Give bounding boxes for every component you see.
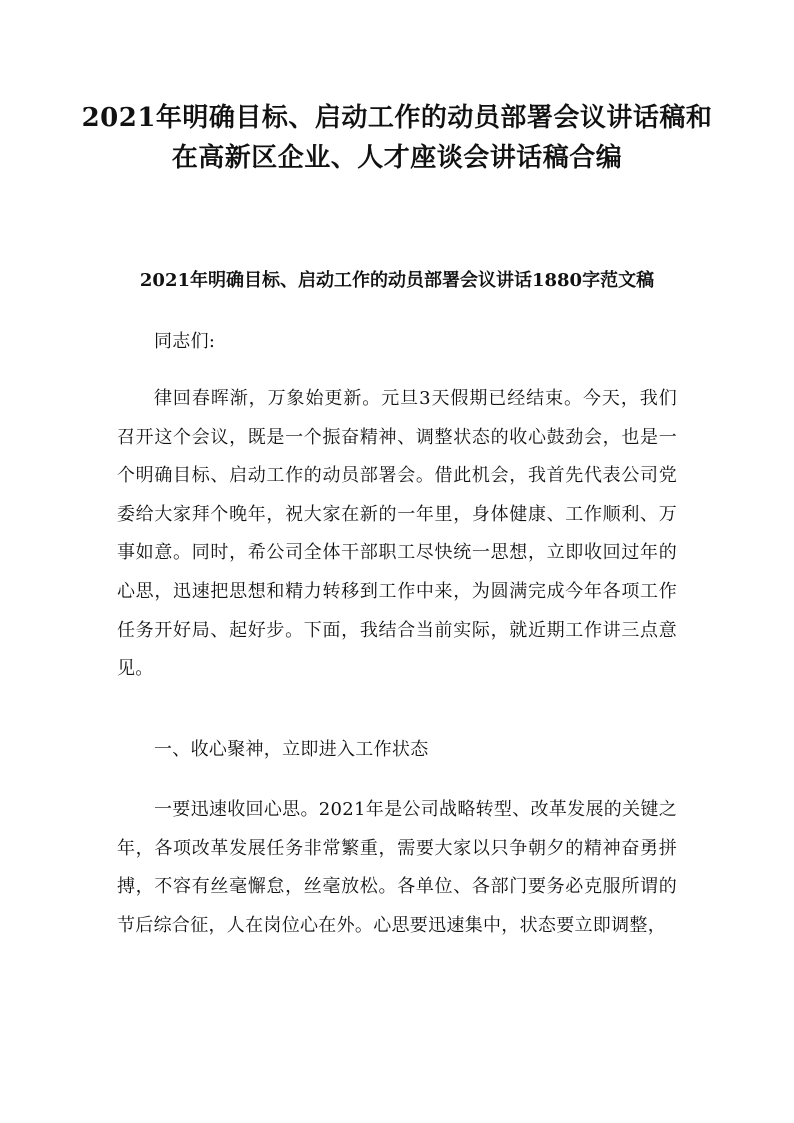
greeting: 同志们: [154, 331, 216, 352]
document-title-line1: 2021年明确目标、启动工作的动员部署会议讲话稿和 [81, 103, 713, 133]
document-title [60, 98, 734, 178]
section-title: 2021年明确目标、启动工作的动员部署会议讲话1880字范文稿 [139, 270, 655, 291]
paragraph-section-one: 一要迅速收回心思。2021年是公司战略转型、改革发展的关键之年，各项改革发展任务非常繁重，需要大家以只争朝夕的精神奋勇拼搏，不容有丝毫懈怠，丝毫放松。各单位、各部门要务必克服所谓的节后综合征，人在岗位心在外。心思要迅速集中，状态要立即调整， [117, 799, 677, 936]
document-title-line2: 在高新区企业、人才座谈会讲话稿合编 [171, 143, 623, 173]
heading-section-one: 一、收心聚神，立即进入工作状态 [154, 739, 429, 760]
paragraph-intro: 律回春晖渐，万象始更新。元旦3天假期已经结束。今天，我们召开这个会议，既是一个振奋精神、调整状态的收心鼓劲会，也是一个明确目标、启动工作的动员部署会。借此机会，我首先代表公司党委给大家拜个晚年，祝大家在新的一年里，身体健康、工作顺利、万事如意。同时，希公司全体干部职工尽快统一思想，立即收回过年的心思，迅速把思想和精力转移到工作中来，为圆满完成今年各项工作任务开好局、起好步。下面，我结合当前实际，就近期工作讲三点意见。 [117, 388, 677, 680]
